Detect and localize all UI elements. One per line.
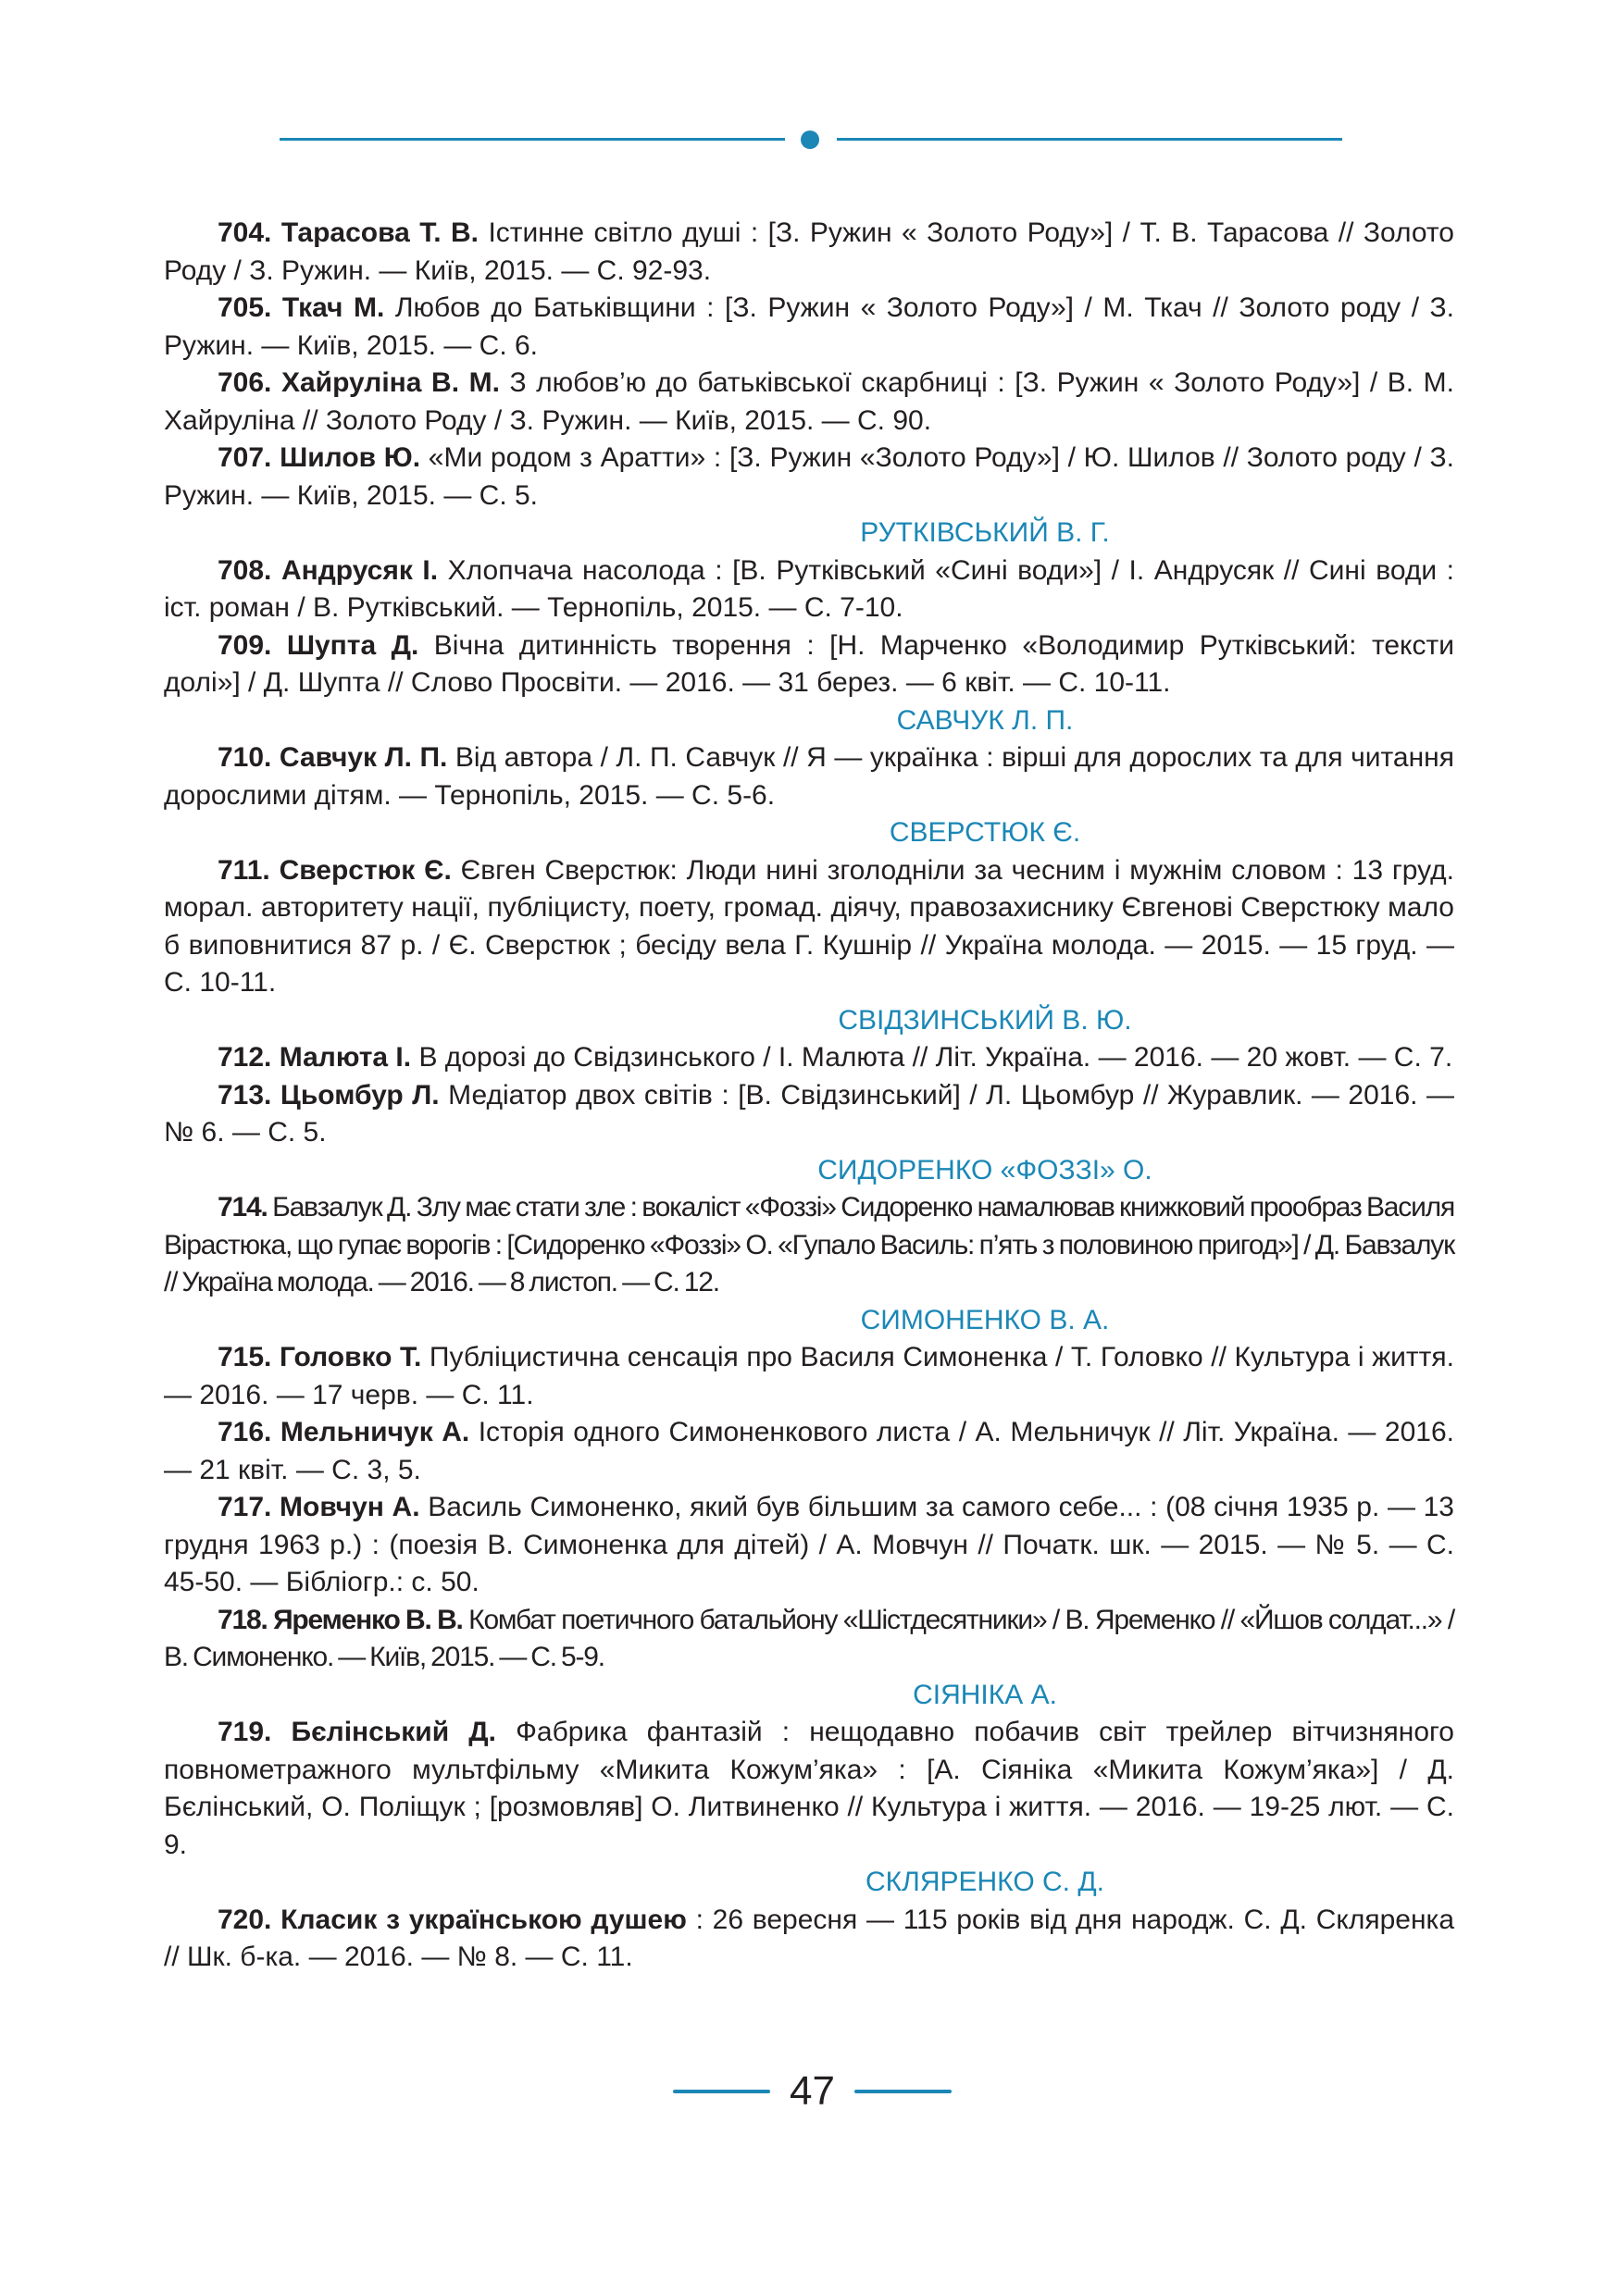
entry-number: 716. <box>218 1417 272 1447</box>
section-heading: РУТКІВСЬКИЙ В. Г. <box>860 517 1110 548</box>
entry-text: Істинне світло душі : [З. Ружин « Золото Роду»] / Т. В. Тарасова // Золото Роду / З. Ружин. — Київ, 2015. — С. 92-93. <box>164 217 1454 286</box>
entry-text: В дорозі до Свідзинського / І. Малюта // Літ. Україна. — 2016. — 20 жовт. — С. 7. <box>418 1042 1453 1073</box>
entry-text: : 26 вересня — 115 років від дня народж. С. Д. Скляренка // Шк. б-ка. — 2016. — № 8. — С. 11. <box>164 1904 1455 1972</box>
entry-author: Сверстюк Є. <box>279 854 452 886</box>
entry-text: Від автора / Л. П. Савчук // Я — українка : вірші для дорослих та для читання дорослими дітям. — Тернопіль, 2015. — С. 5-6. <box>164 742 1454 811</box>
entry-author: Малюта І. <box>279 1042 412 1073</box>
entry-number: 706. <box>218 367 272 398</box>
footer-right-line <box>854 2090 952 2093</box>
entry-author: Головко Т. <box>279 1342 422 1372</box>
entry-number: 705. <box>218 292 272 323</box>
entry-number: 708. <box>218 554 272 586</box>
bibliography-entry <box>164 365 1454 440</box>
entry-text: Хлопчача насолода : [В. Рутківський «Сині води»] / І. Андрусяк // Сині води : іст. роман / В. Рутківський. — Тернопіль, 2015. — С. 7-10. <box>164 554 1455 623</box>
entry-author: Ткач М. <box>281 292 385 323</box>
top-rule-left-line <box>280 138 785 141</box>
bibliography-entry <box>164 1414 1454 1489</box>
entry-number: 710. <box>218 742 272 773</box>
bibliography-entry <box>164 852 1454 1002</box>
section-heading: САВЧУК Л. П. <box>896 704 1074 736</box>
entry-text: Вічна дитинність творення : [Н. Марченко «Володимир Рутківський: тексти долі»] / Д. Шупта // Слово Просвіти. — 2016. — 31 берез. — 6 квіт. — С. 10-11. <box>164 629 1455 698</box>
entry-text: З любов’ю до батьківської скарбниці : [З. Ружин « Золото Роду»] / В. М. Хайруліна // Золото Роду / З. Ружин. — Київ, 2015. — С. 90. <box>164 367 1454 436</box>
bibliography-entry <box>164 1489 1454 1602</box>
entry-number: 719. <box>218 1717 272 1747</box>
entry-number: 714. <box>218 1192 268 1222</box>
entry-number: 718. <box>218 1604 268 1635</box>
bibliography-entry <box>164 1077 1454 1152</box>
page-number: 47 <box>790 2068 835 2114</box>
entry-text: Історія одного Симоненкового листа / А. Мельничук // Літ. Україна. — 2016. — 21 квіт. — С. 3, 5. <box>164 1417 1454 1485</box>
entry-text: «Ми родом з Аратти» : [З. Ружин «Золото Роду»] / Ю. Шилов // Золото роду / З. Ружин. — Київ, 2015. — С. 5. <box>164 442 1454 511</box>
section-heading: СІЯНІКА А. <box>913 1679 1057 1710</box>
bibliography-entry <box>164 1902 1454 1977</box>
entry-author: Шупта Д. <box>286 629 419 661</box>
bibliography-entry <box>164 552 1454 627</box>
top-decorative-rule <box>280 130 1342 149</box>
bibliography-entry <box>164 1339 1454 1414</box>
entry-number: 713. <box>218 1079 272 1111</box>
entry-author: Мовчун А. <box>280 1492 420 1522</box>
entry-number: 715. <box>218 1342 272 1372</box>
bibliography-entry <box>164 627 1454 702</box>
entry-text: Любов до Батьківщини : [З. Ружин « Золото Роду»] / М. Ткач // Золото роду / З. Ружин. — Київ, 2015. — С. 6. <box>164 292 1455 361</box>
bibliography-entry <box>164 290 1454 365</box>
entry-author: Андрусяк І. <box>280 554 439 586</box>
entry-text: Фабрика фантазій : нещодавно побачив світ трейлер вітчизняного повнометражного мультфільму «Микита Кожум’яка» : [А. Сіяніка «Микита Кожум’яка»] / Д. Бєлінський, О. Поліщук ; [розмовляв] О. Литвиненко // Культура і життя. — 2016. — 19-25 лют. — С. 9. <box>164 1717 1454 1860</box>
bibliography-entry <box>164 1039 1454 1077</box>
section-heading: СВЕРСТЮК Є. <box>889 817 1081 848</box>
entry-number: 712. <box>218 1042 272 1073</box>
entry-author: Тарасова Т. В. <box>280 217 479 248</box>
bibliography-entry <box>164 1189 1454 1302</box>
bibliography-entry <box>164 1714 1454 1864</box>
entry-author: Хайруліна В. М. <box>280 367 500 398</box>
entry-author: Савчук Л. П. <box>279 742 448 773</box>
bibliography-entry <box>164 1602 1454 1677</box>
section-heading: СИМОНЕНКО В. А. <box>860 1304 1110 1335</box>
entry-number: 709. <box>218 629 272 661</box>
section-heading: СИДОРЕНКО «ФОЗЗІ» О. <box>817 1154 1152 1185</box>
entry-number: 711. <box>218 854 270 886</box>
top-rule-dot <box>801 130 819 149</box>
bibliography-entry <box>164 440 1454 515</box>
bibliography-entry <box>164 739 1454 814</box>
entry-number: 704. <box>218 217 272 248</box>
section-heading: СВІДЗИНСЬКИЙ В. Ю. <box>838 1004 1132 1036</box>
entry-author: Класик з українською душею <box>280 1904 687 1935</box>
footer-left-line <box>673 2090 770 2093</box>
entry-text: Медіатор двох світів : [В. Свідзинський] / Л. Цьомбур // Журавлик. — 2016. — № 6. — С. 5. <box>164 1079 1454 1148</box>
entry-number: 717. <box>218 1492 272 1522</box>
section-heading: СКЛЯРЕНКО С. Д. <box>866 1867 1104 1897</box>
entry-text: Бавзалук Д. Злу має стати зле : вокаліст «Фоззі» Сидоренко намалював книжковий прообраз Василя Вірастюка, що гупає ворогів : [Сидоренко «Фоззі» О. «Гупало Василь: п’ять з половиною пригод»] / Д. Бавзалук // Україна молода. — 2016. — 8 листоп. — С. 12. <box>164 1192 1454 1297</box>
entry-author: Цьомбур Л. <box>280 1079 440 1111</box>
entry-text: Василь Симоненко, який був більшим за самого себе... : (08 січня 1935 р. — 13 грудня 1963 р.) : (поезія В. Симоненка для дітей) / А. Мовчун // Початк. шк. — 2015. — № 5. — С. 45-50. — Бібліогр.: с. 50. <box>164 1492 1454 1597</box>
entry-author: Шилов Ю. <box>280 442 421 473</box>
entry-text: Публіцистична сенсація про Василя Симоненка / Т. Головко // Культура і життя. — 2016. — 17 черв. — С. 11. <box>164 1342 1454 1410</box>
page-footer <box>0 2064 1619 2119</box>
entry-number: 720. <box>218 1904 272 1935</box>
bibliography-entry <box>164 215 1454 290</box>
bibliography-list <box>164 215 1454 1977</box>
entry-text: Комбат поетичного батальйону «Шістдесятники» / В. Яременко // «Йшов солдат...» / В. Симоненко. — Київ, 2015. — С. 5-9. <box>164 1604 1454 1672</box>
entry-author: Яременко В. В. <box>273 1604 463 1635</box>
entry-number: 707. <box>218 442 272 473</box>
entry-author: Бєлінський Д. <box>291 1717 496 1747</box>
entry-text: Євген Сверстюк: Люди нині зголодніли за чесним і мужнім словом : 13 груд. морал. авторитету нації, публіцисту, поету, громад. діячу, правозахиснику Євгенові Сверстюку мало б виповнитися 87 р. / Є. Сверстюк ; бесіду вела Г. Кушнір // Україна молода. — 2015. — 15 груд. — С. 10-11. <box>164 854 1454 998</box>
top-rule-right-line <box>837 138 1342 141</box>
entry-author: Мельничук А. <box>280 1417 470 1447</box>
